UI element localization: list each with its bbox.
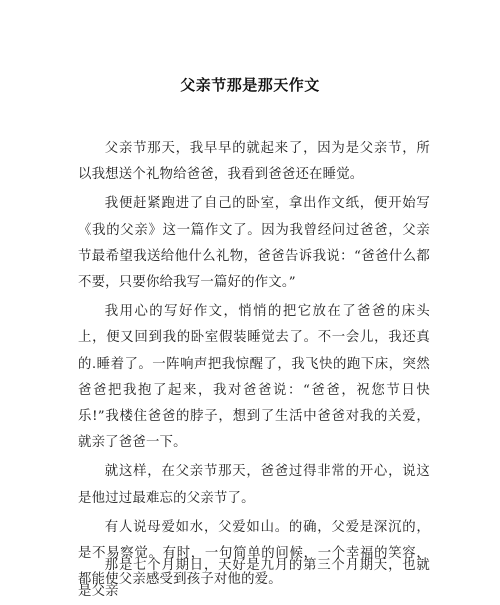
document-title: 父亲节那是那天作文 <box>180 76 320 94</box>
paragraph: 就这样，在父亲节那天，爸爸过得非常的开心，说这是他过过最难忘的父亲节了。 <box>78 464 430 506</box>
paragraph: 我便赶紧跑进了自己的卧室，拿出作文纸，便开始写《我的父亲》这一篇作文了。因为我曾经问过爸爸，父亲节最希望我送给他什么礼物，爸爸告诉我说：“爸爸什么都不要，只要你给我写一篇好的作文。” <box>78 196 430 291</box>
paragraph: 我用心的写好作文，悄悄的把它放在了爸爸的床头上，便又回到我的卧室假装睡觉去了。不一会儿，我还真的.睡着了。一阵响声把我惊醒了，我飞快的跑下床，突然爸爸把我抱了起来，我对爸爸说：“爸爸，祝您节日快乐!”我楼住爸爸的脖子，想到了生活中爸爸对我的关爱，就亲了爸爸一下。 <box>78 304 430 451</box>
document-body <box>78 136 430 596</box>
paragraph: 父亲节那天，我早早的就起来了，因为是父亲节，所以我想送个礼物给爸爸，我看到爸爸还在睡觉。 <box>78 141 430 183</box>
paragraph-partial: 那是七个月期日，天好是九月的第三个月期天，也就是父亲 <box>78 558 430 600</box>
paragraph: 有人说母爱如水，父爱如山。的确，父爱是深沉的，是不易察觉。有时，一句简单的问候，一个幸福的笑容，都能使父亲感受到孩子对他的爱。 <box>78 519 430 588</box>
